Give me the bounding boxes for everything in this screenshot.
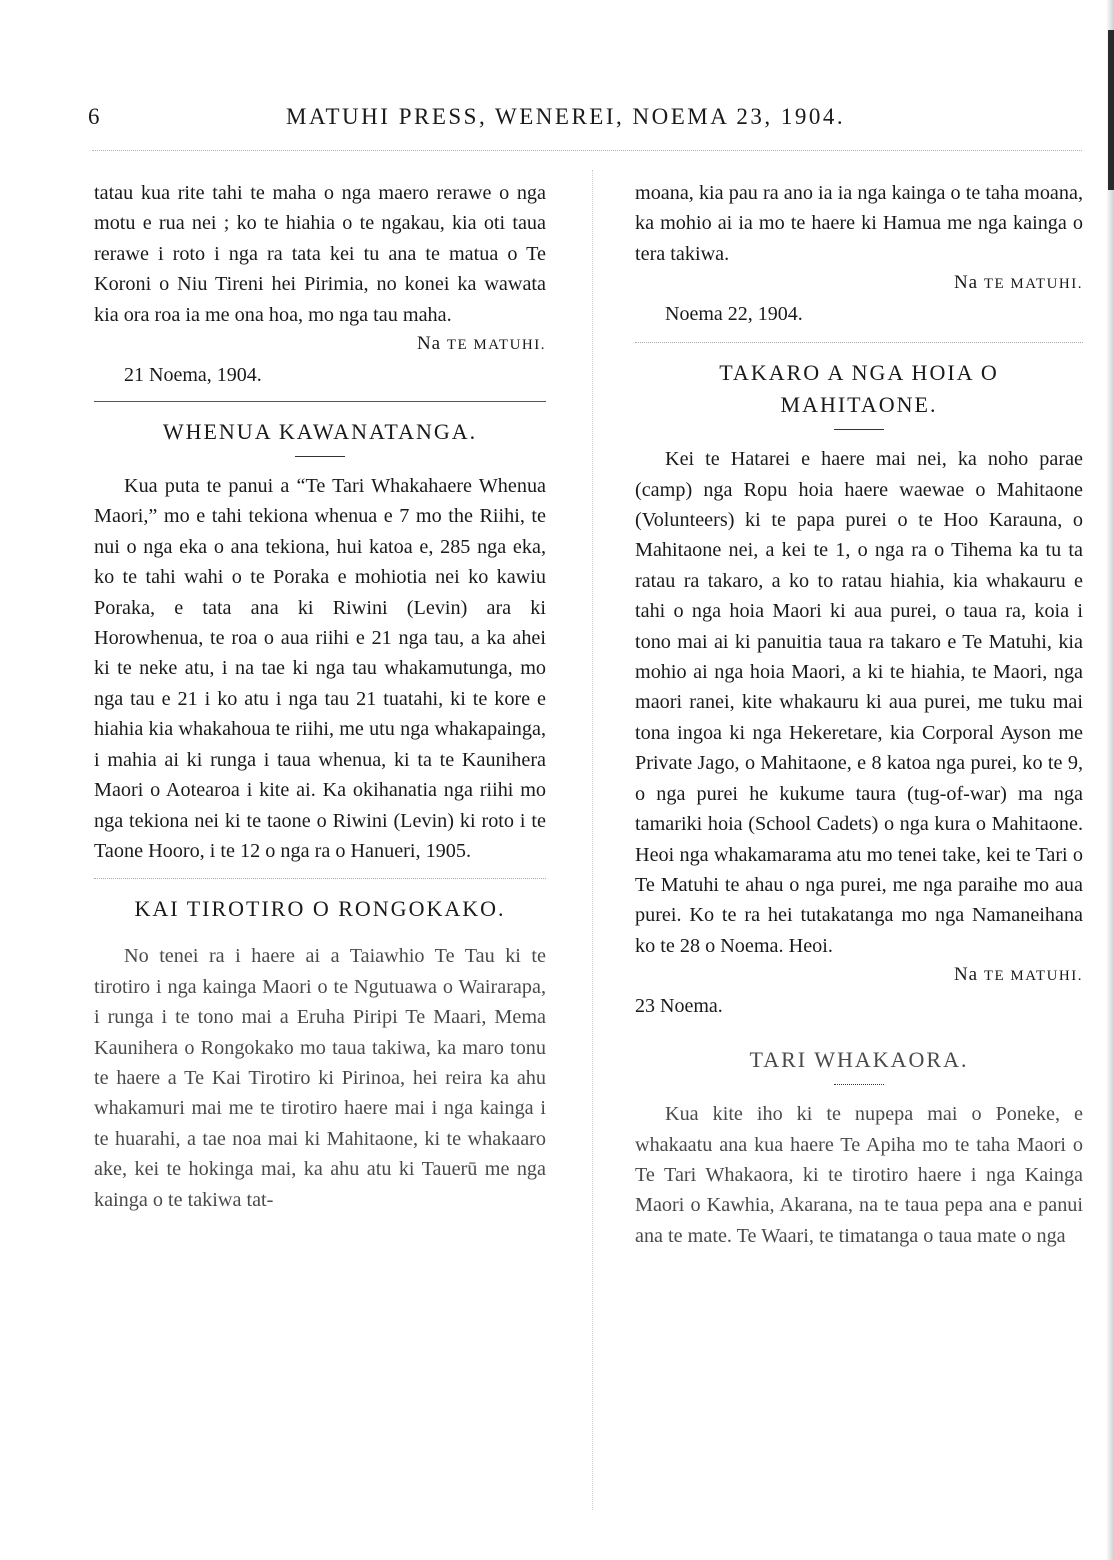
article-title-line: TAKARO A NGA HOIA O xyxy=(719,360,999,386)
article-title: KAI TIROTIRO O RONGOKAKO. xyxy=(134,896,506,922)
article-body: No tenei ra i haere ai a Taiawhio Te Tau ki te tirotiro i nga kainga Maori o te Ngutuawa o Wairarapa, i runga i te tono mai a Eruha Piripi Te Maari, Mema Kaunihera o Rongokako mo taua takiwa, ka maro tonu te haere a Te Kai Tirotiro ki Pirinoa, hei reira ka ahu whakamuri mai me te tirotiro haere mai i nga kainga i te huarahi, a tae noa mai ki Mahitaone, ki te whakaaro ake, kei te hokinga mai, ka ahu atu ki Tauerū me nga kainga o te takiwa tat- xyxy=(94,945,546,1211)
continued-paragraph: moana, kia pau ra ano ia ia nga kainga o te taha moana, ka mohio ai ia mo te haere ki Hamua me nga kainga o tera takiwa. xyxy=(635,182,1083,265)
continued-paragraph: tatau kua rite tahi te maha o nga maero rerawe o nga motu e rua nei ; ko te hiahia o te ngakau, kia oti taua rerawe i roto i nga ra tata kei tu ana te matua o Te Koroni o Niu Tireni hei Pirimia, no konei ka wawata kia ora roa ia me ona hoa, mo nga tau maha. xyxy=(94,182,546,326)
signature xyxy=(635,269,1083,298)
signature-prefix: Na xyxy=(416,333,447,355)
dateline: 21 Noema, 1904. xyxy=(124,364,262,387)
section-rule xyxy=(635,342,1083,343)
column-divider xyxy=(592,170,593,1510)
header-rule xyxy=(92,150,1082,151)
signature-prefix: Na xyxy=(953,272,984,294)
signature xyxy=(635,961,1083,990)
article-body: Kua kite iho ki te nupepa mai o Poneke, e whakaatu ana kua haere Te Apiha mo te taha Maori o Te Tari Whakaora, ki te tirotiro haere i nga Kainga Maori o Kawhia, Akarana, na te taua pepa ana e panui ana te mate. Te Waari, te timatanga o taua mate o nga xyxy=(635,1103,1083,1247)
article-title: TARI WHAKAORA. xyxy=(749,1047,969,1073)
section-rule xyxy=(94,401,546,402)
signature-prefix: Na xyxy=(953,964,984,986)
title-rule xyxy=(834,1084,884,1085)
signature-name: TE MATUHI. xyxy=(983,968,1083,985)
page-edge-shadow xyxy=(1106,0,1114,1560)
signature-name: TE MATUHI. xyxy=(983,276,1083,293)
spacer xyxy=(635,1022,1083,1044)
title-rule xyxy=(834,429,884,430)
page-header xyxy=(88,104,1088,144)
spacer xyxy=(94,925,546,941)
left-column xyxy=(94,178,546,1215)
binding-mark xyxy=(1108,30,1114,190)
running-head: MATUHI PRESS, WENEREI, NOEMA 23, 1904. xyxy=(286,104,846,129)
title-rule xyxy=(295,456,345,457)
right-column xyxy=(635,178,1083,1251)
article-title xyxy=(635,357,1083,421)
dateline: 23 Noema. xyxy=(635,995,723,1018)
page-number: 6 xyxy=(88,104,102,129)
signature xyxy=(94,330,546,359)
dateline: Noema 22, 1904. xyxy=(665,303,803,326)
signature-name: TE MATUHI. xyxy=(446,337,546,354)
section-rule xyxy=(94,878,546,879)
article-title-line: MAHITAONE. xyxy=(780,392,938,418)
article-body: Kua puta te panui a “Te Tari Whakahaere Whenua Maori,” mo e tahi tekiona whenua e 7 mo the Riihi, te nui o nga eka o ana tekiona, hui katoa e, 285 nga eka, ko te tahi wahi o te Poraka e mohiotia nei ko kawiu Poraka, e tata ana ki Riwini (Levin) ara ki Horowhenua, te roa o aua riihi e 21 nga tau, a ka ahei ki te neke atu, i na tae ki nga tau whakamutunga, mo nga tau e 21 i ko atu i nga tau 21 tuatahi, ki te kore e hiahia kia whakahoua te riihi, me utu nga whakapainga, i mahia ai ki runga i taua whenua, ki ta te Kaunihera Maori o Aotearoa i kite ai. Ka okihanatia nga riihi mo nga tekiona nei ki te taone o Riwini (Levin) ki roto i te Taone Hooro, i te 12 o nga ra o Hanueri, 1905. xyxy=(94,475,546,862)
article-title: WHENUA KAWANATANGA. xyxy=(162,419,478,445)
article-body: Kei te Hatarei e haere mai nei, ka noho parae (camp) nga Ropu hoia haere waewae o Mahitaone (Volunteers) ki te papa purei o te Hoo Karauna, o Mahitaone nei, a kei te 1, o nga ra o Tihema ka tu ta ratau ra takaro, a ko to ratau hiahia, kia whakauru e tahi o nga hoia Maori ki aua purei, o taua ra, koia i tono mai ai ki panuitia taua ra takaro e Te Matuhi, kia mohio ai nga hoia Maori, a ki te hiahia, te Maori, nga maori ranei, kite whakauru ki aua purei, me tuku mai tona ingoa ki nga Hekeretare, kia Corporal Ayson me Private Jago, o Mahitaone, e 8 katoa nga purei, ko te 9, o nga purei he kukume taura (tug-of-war) ma nga tamariki hoia (School Cadets) o nga kura o Mahitaone. Heoi nga whakamarama atu mo tenei take, kei te Tari o Te Matuhi te ahau o nga purei, me nga paraihe mo aua purei. Ko te ra hei tutakatanga mo nga Namaneihana ko te 28 o Noema. Heoi. xyxy=(635,448,1083,957)
